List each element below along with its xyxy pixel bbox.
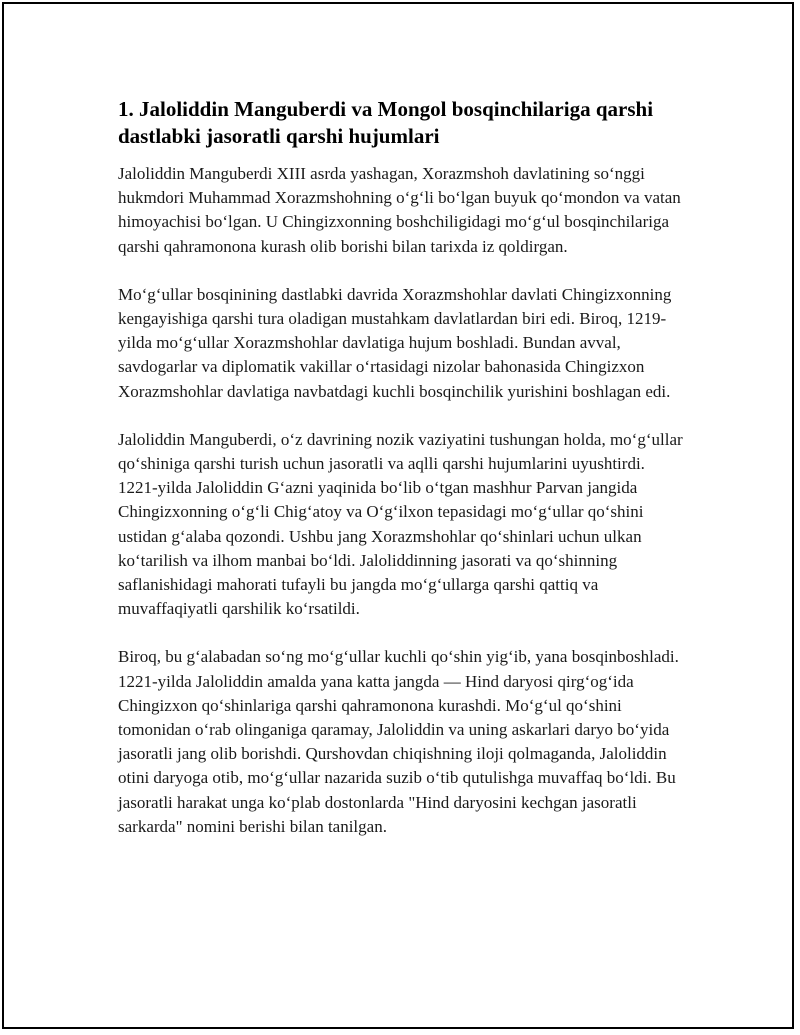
paragraph-1: Jaloliddin Manguberdi XIII asrda yashagan, Xorazmshoh davlatining so‘nggi hukmdori Muhammad Xorazmshohning o‘g‘li bo‘lgan buyuk qo‘mondon va vatan himoyachisi bo‘lgan. U Chingizxonning boshchiligidagi mo‘g‘ul bosqinchilariga qarshi qahramonona kurash olib borishi bilan tarixda iz qoldirgan. <box>118 164 681 256</box>
paragraph-2: Mo‘g‘ullar bosqinining dastlabki davrida Xorazmshohlar davlati Chingizxonning kengayishiga qarshi tura oladigan mustahkam davlatlardan biri edi. Biroq, 1219-yilda mo‘g‘ullar Xorazmshohlar davlatiga hujum boshladi. Bundan avval, savdogarlar va diplomatik vakillar o‘rtasidagi nizolar bahonasida Chingizxon Xorazmshohlar davlatiga navbatdagi kuchli bosqinchilik yurishini boshlagan edi. <box>118 284 672 401</box>
paragraph-3: Jaloliddin Manguberdi, o‘z davrining nozik vaziyatini tushungan holda, mo‘g‘ullar qo‘shiniga qarshi turish uchun jasoratli va aqlli qarshi hujumlarini uyushtirdi. 1221-yilda Jaloliddin G‘azni yaqinida bo‘lib o‘tgan mashhur Parvan jangida Chingizxonning o‘g‘li Chig‘atoy va O‘g‘ilxon tepasidagi mo‘g‘ullar qo‘shini ustidan g‘alaba qozondi. Ushbu jang Xorazmshohlar qo‘shinlari uchun ulkan ko‘tarilish va ilhom manbai bo‘ldi. Jaloliddinning jasorati va qo‘shinning saflanishidagi mahorati tufayli bu jangda mo‘g‘ullarga qarshi qattiq va muvaffaqiyatli qarshilik ko‘rsatildi. <box>118 429 683 619</box>
document-body <box>118 96 688 863</box>
paragraph-4: Biroq, bu g‘alabadan so‘ng mo‘g‘ullar kuchli qo‘shin yig‘ib, yana bosqinboshladi. 1221-yilda Jaloliddin amalda yana katta jangda — Hind daryosi qirg‘og‘ida Chingizxon qo‘shinlariga qarshi qahramonona kurashdi. Mo‘g‘ul qo‘shini tomonidan o‘rab olinganiga qaramay, Jaloliddin va uning askarlari daryo bo‘yida jasoratli jang olib borishdi. Qurshovdan chiqishning iloji qolmaganda, Jaloliddin otini daryoga otib, mo‘g‘ullar nazarida suzib o‘tib qutulishga muvaffaq bo‘ldi. Bu jasoratli harakat unga ko‘plab dostonlarda "Hind daryosini kechgan jasoratli sarkarda" nomini berishi bilan tanilgan. <box>118 647 679 836</box>
section-heading: 1. Jaloliddin Manguberdi va Mongol bosqinchilariga qarshi dastlabki jasoratli qarshi hujumlari <box>118 97 654 148</box>
